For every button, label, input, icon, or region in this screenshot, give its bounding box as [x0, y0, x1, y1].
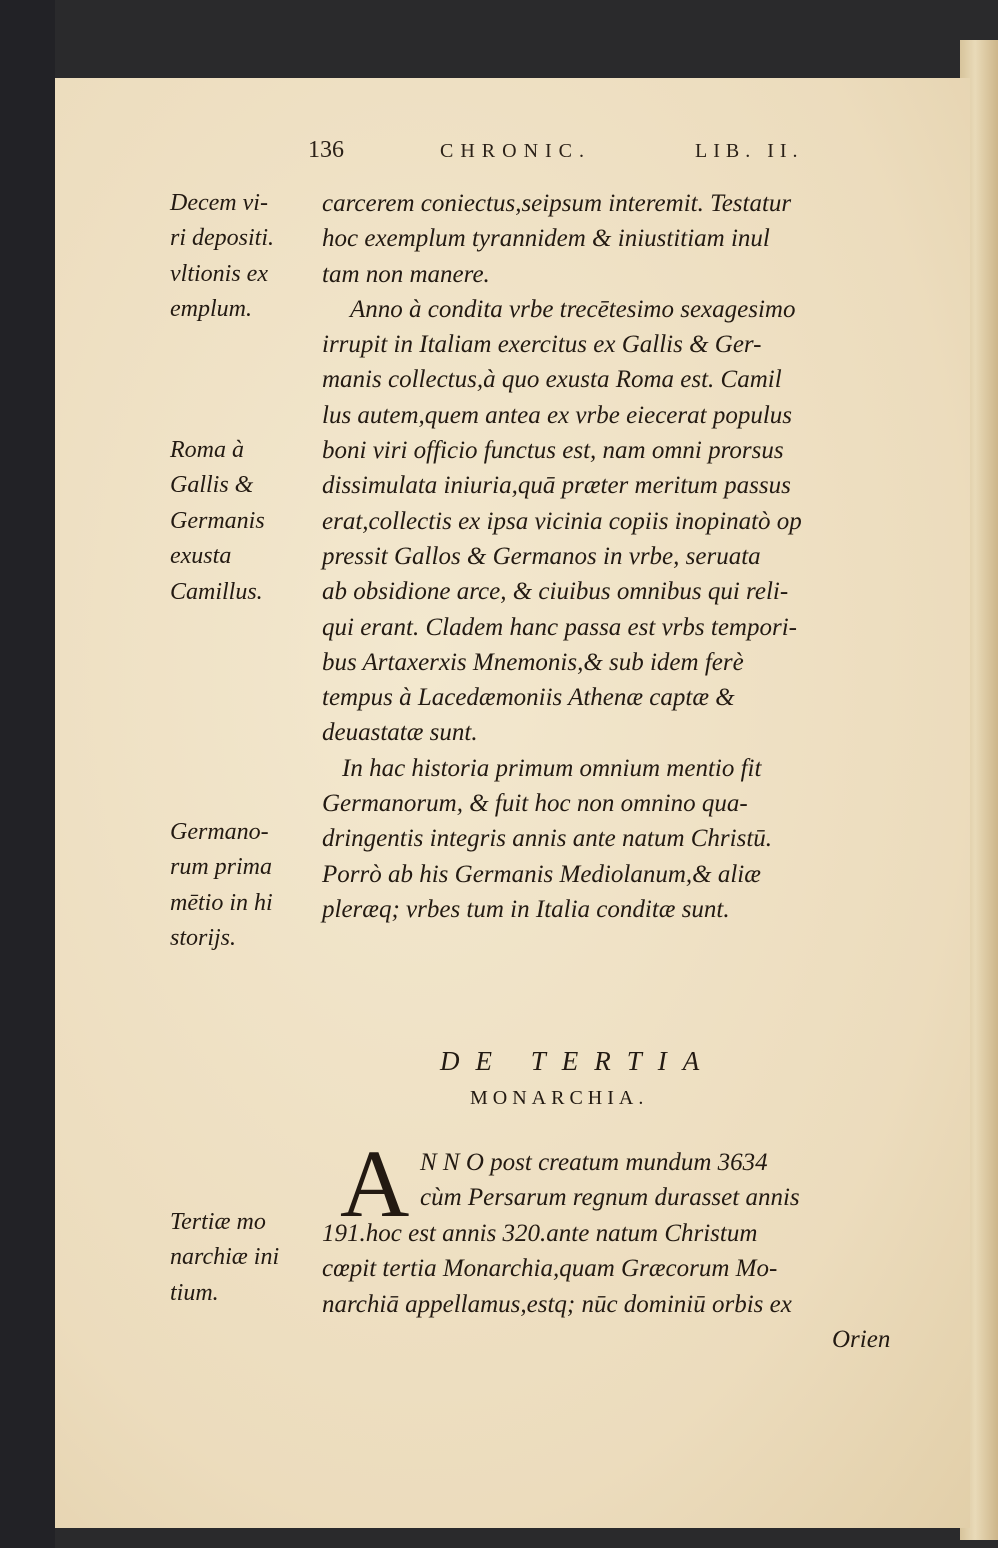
text-line: Germanorum, & fuit hoc non omnino qua-	[322, 790, 748, 818]
text-line: bus Artaxerxis Mnemonis,& sub idem ferè	[322, 648, 744, 676]
section-title: DE TERTIA	[440, 1046, 716, 1076]
margin-note	[170, 815, 320, 957]
margin-line: rum prima	[170, 854, 273, 881]
margin-line: exusta	[170, 543, 232, 570]
text-line: hoc exemplum tyrannidem & iniustitiam inul	[322, 225, 770, 253]
margin-line: Gallis &	[170, 472, 254, 499]
margin-note	[170, 186, 320, 328]
margin-line: Decem vi-	[170, 190, 268, 216]
text-line: dissimulata iniuria,quā præter meritum passus	[322, 472, 791, 500]
text-line: ab obsidione arce, & ciuibus omnibus qui reli-	[322, 578, 789, 606]
margin-line: Tertiæ mo	[170, 1209, 266, 1235]
margin-line: Germanis	[170, 507, 265, 534]
text-line: Anno à condita vrbe trecētesimo sexagesimo	[350, 295, 796, 323]
text-line: dringentis integris annis ante natum Christū.	[322, 825, 773, 853]
margin-line: storijs.	[170, 925, 237, 952]
book-label: LIB. II.	[695, 140, 804, 162]
text-line: Porrò ab his Germanis Mediolanum,& aliæ	[322, 860, 761, 888]
text-line: In hac historia primum omnium mentio fit	[342, 754, 762, 782]
drop-cap: A	[340, 1130, 410, 1237]
margin-note	[170, 433, 320, 610]
margin-line: vltionis ex	[170, 260, 268, 287]
text-line: 191.hoc est annis 320.ante natum Christum	[322, 1220, 758, 1247]
text-line: N N O post creatum mundum 3634	[420, 1149, 768, 1176]
margin-line: mētio in hi	[170, 889, 273, 916]
body-text	[322, 186, 912, 927]
text-line: pressit Gallos & Germanos in vrbe, seruata	[322, 542, 761, 570]
margin-line: narchiæ ini	[170, 1244, 280, 1271]
final-paragraph-bottom	[322, 1216, 912, 1357]
margin-line: tium.	[170, 1279, 219, 1306]
text-line: pleræq; vrbes tum in Italia conditæ sunt.	[322, 895, 730, 923]
text-line: cœpit tertia Monarchia,quam Græcorum Mo-	[322, 1255, 778, 1283]
final-paragraph-top	[420, 1145, 915, 1216]
text-line: tempus à Lacedæmoniis Athenæ captæ &	[322, 684, 735, 712]
text-line: deuastatæ sunt.	[322, 719, 478, 747]
text-line: erat,collectis ex ipsa vicinia copiis inopinatò op	[322, 507, 802, 535]
text-line: irrupit in Italiam exercitus ex Gallis & Ger-	[322, 331, 762, 359]
margin-line: Roma à	[170, 437, 244, 463]
dark-background	[0, 0, 55, 1548]
margin-note	[170, 1205, 320, 1311]
text-line: tam non manere.	[322, 260, 490, 288]
margin-line: Germano-	[170, 819, 269, 845]
margin-line: Camillus.	[170, 578, 263, 605]
text-line: Orien	[832, 1325, 891, 1353]
text-line: carcerem coniectus,seipsum interemit. Testatur	[322, 190, 792, 217]
text-line: narchiā appellamus,estq; nūc dominiū orbis ex	[322, 1290, 792, 1318]
running-title: CHRONIC.	[440, 140, 592, 162]
text-line: manis collectus,à quo exusta Roma est. Camil	[322, 366, 782, 394]
text-line: qui erant. Cladem hanc passa est vrbs tempori-	[322, 613, 797, 641]
margin-line: ri depositi.	[170, 225, 275, 252]
text-line: lus autem,quem antea ex vrbe eiecerat populus	[322, 401, 793, 429]
text-line: cùm Persarum regnum durasset annis	[420, 1184, 800, 1212]
margin-line: emplum.	[170, 296, 252, 323]
page-header	[0, 137, 998, 167]
section-subtitle: MONARCHIA.	[470, 1087, 649, 1109]
page-number: 136	[308, 137, 344, 163]
text-line: boni viri officio functus est, nam omni prorsus	[322, 437, 784, 465]
